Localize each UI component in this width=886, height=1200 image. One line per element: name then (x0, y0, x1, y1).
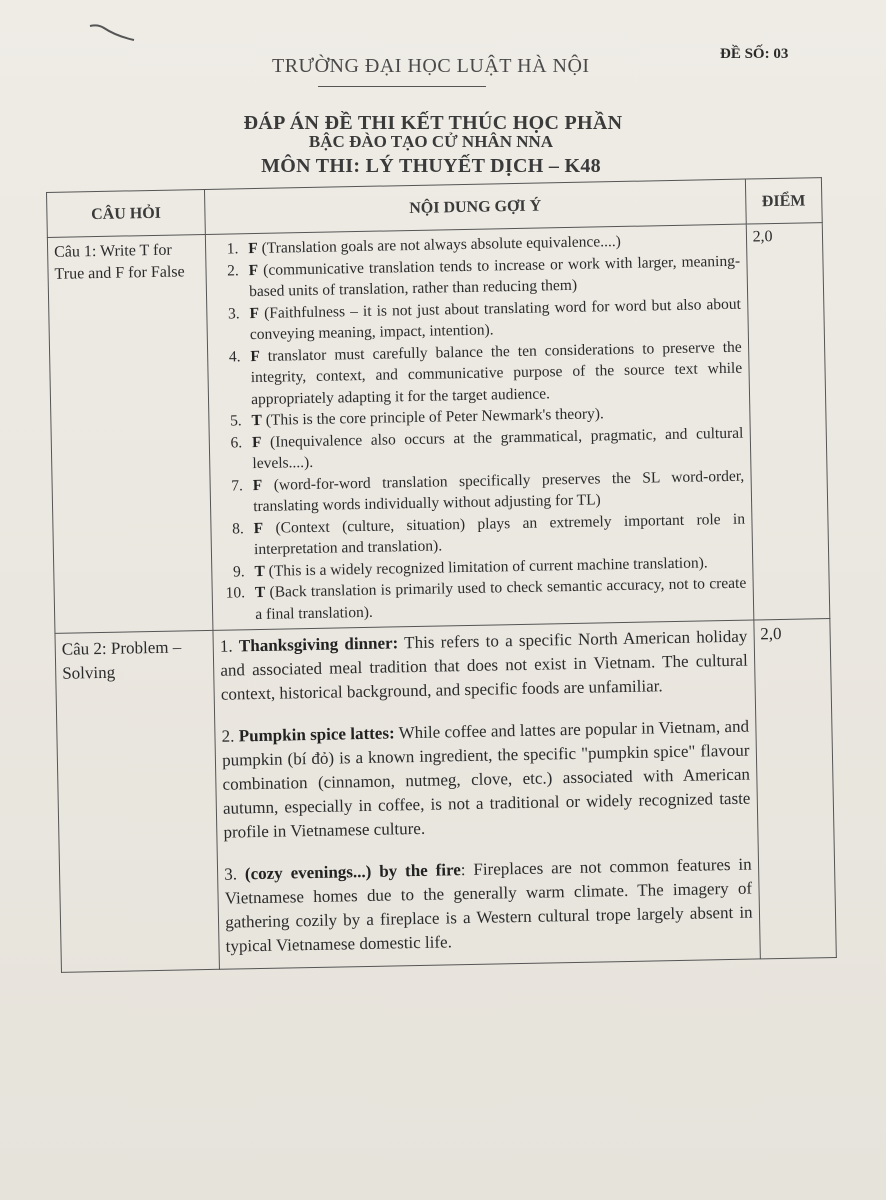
list-item: 9. T (This is a widely recognized limitation of current machine translation). (248, 551, 746, 582)
program-level: BẬC ĐÀO TẠO CỬ NHÂN NNA (308, 132, 554, 151)
pen-stroke-mark (88, 20, 138, 42)
list-item: 5. T (This is the core principle of Peter Newmark's theory). (245, 401, 743, 432)
header-content: NỘI DUNG GỢI Ý (205, 179, 746, 234)
school-name: TRƯỜNG ĐẠI HỌC LUẬT HÀ NỘI (272, 55, 590, 77)
true-false-list (212, 229, 747, 626)
list-item: 2. F (communicative translation tends to increase or work with larger, meaning-based units of translation, rather than reducing them) (243, 250, 741, 303)
question-1: Câu 1: Write T for True and F for False (47, 234, 213, 633)
exam-number: ĐỀ SỐ: 03 (720, 46, 789, 62)
question-2: Câu 2: Problem – Solving (55, 630, 220, 972)
list-item: 4. F translator must carefully balance the ten considerations to preserve the integrity, context, and communicative purpose of the source text while appropriately adapting it for the target audience. (244, 336, 743, 410)
question-1-points: 2,0 (746, 223, 830, 620)
list-item: 10. T (Back translation is primarily used to check semantic accuracy, not to create a final translation). (249, 573, 747, 626)
list-item: 8. F (Context (culture, situation) plays an extremely important role in interpretation and translation). (247, 508, 745, 561)
list-item: 3. (cozy evenings...) by the fire: Fireplaces are not common features in Vietnamese homes due to the generally warm climate. The imagery of gathering cozily by a fireplace is a Western cultural trope largely absent in typical Vietnamese domestic life. (224, 854, 753, 956)
list-item: 6. F (Inequivalence also occurs at the grammatical, pragmatic, and cultural levels....). (246, 422, 744, 475)
answer-key-title: ĐÁP ÁN ĐỀ THI KẾT THÚC HỌC PHẦN (243, 112, 623, 134)
table-row (55, 619, 836, 973)
question-2-content (213, 620, 760, 969)
subject-title: MÔN THI: LÝ THUYẾT DỊCH – K48 (261, 155, 601, 177)
question-1-content (206, 224, 754, 630)
list-item: 7. F (word-for-word translation specifically preserves the SL word-order, translating words individually without adjusting for TL) (247, 465, 745, 518)
header-question: CÂU HỎI (47, 189, 206, 237)
answer-table (46, 177, 837, 973)
list-item: 1. F (Translation goals are not always absolute equivalence....) (242, 229, 740, 260)
school-underline (318, 86, 486, 87)
list-item: 1. Thanksgiving dinner: This refers to a specific North American holiday and associated meal tradition that does not exist in Vietnam. The cultural context, historical background, and specific foods are unfamiliar. (219, 626, 748, 704)
header-points: ĐIỂM (745, 178, 822, 224)
list-item: 3. F (Faithfulness – it is not just about translating word for word but also about conveying meaning, impact, intention). (243, 293, 741, 346)
list-item: 2. Pumpkin spice lattes: While coffee and lattes are popular in Vietnam, and pumpkin (bí đỏ) is a known ingredient, the specific "pumpkin spice" flavour combination (cinnamon, nutmeg, clove, etc.) associated with American autumn, especially in coffee, is not a traditional or widely recognized taste profile in Vietnamese culture. (221, 716, 751, 842)
table-row (47, 223, 829, 634)
question-2-points: 2,0 (753, 619, 836, 959)
